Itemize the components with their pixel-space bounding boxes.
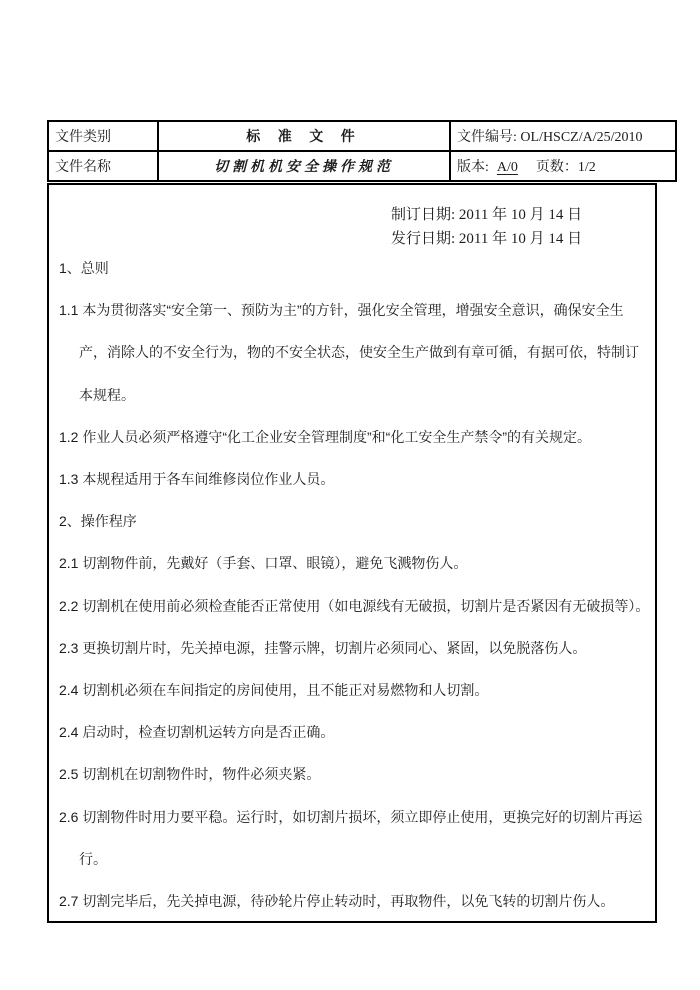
name-label: 文件名称 bbox=[48, 151, 158, 181]
document-body-box bbox=[47, 183, 657, 923]
document-title: 切割机机安全操作规范 bbox=[158, 151, 450, 181]
body-line: 1.2 作业人员必须严格遵守“化工企业安全管理制度”和“化工安全生产禁令”的有关规定。 bbox=[59, 428, 591, 445]
date-issued: 发行日期: 2011 年 10 月 14 日 bbox=[391, 231, 583, 247]
header-row-name bbox=[48, 151, 676, 181]
date-block bbox=[391, 203, 582, 251]
body-line: 1.3 本规程适用于各车间维修岗位作业人员。 bbox=[59, 471, 335, 488]
body-line: 2.1 切割物件前，先戴好（手套、口罩、眼镜），避免飞溅物伤人。 bbox=[59, 555, 468, 572]
body-line: 2.3 更换切割片时，先关掉电源，挂警示牌，切割片必须同心、紧固，以免脱落伤人。 bbox=[59, 639, 587, 656]
doc-number: 文件编号: OL/HSCZ/A/25/2010 bbox=[450, 121, 676, 151]
body-line: 本规程。 bbox=[79, 386, 135, 403]
body-line: 行。 bbox=[79, 850, 107, 867]
body-content bbox=[49, 247, 655, 922]
body-line: 2.2 切割机在使用前必须检查能否正常使用（如电源线有无破损，切割片是否紧因有无破损等）。 bbox=[59, 597, 650, 614]
body-line: 产，消除人的不安全行为，物的不安全状态，使安全生产做到有章可循，有据可依，特制订 bbox=[79, 344, 639, 361]
body-line: 2.5 切割机在切割物件时，物件必须夹紧。 bbox=[59, 766, 321, 783]
body-line: 2.4 启动时，检查切割机运转方向是否正确。 bbox=[59, 724, 335, 741]
body-line: 1、总则 bbox=[59, 260, 109, 277]
body-line: 2.4 切割机必须在车间指定的房间使用，且不能正对易燃物和人切割。 bbox=[59, 681, 489, 698]
body-line: 2.7 切割完毕后，先关掉电源，待砂轮片停止转动时，再取物件，以免飞转的切割片伤人。 bbox=[59, 892, 615, 909]
category-value: 标 准 文 件 bbox=[158, 121, 450, 151]
document-header-table bbox=[47, 120, 677, 182]
body-line: 2.6 切割物件时用力要平稳。运行时，如切割片损坏，须立即停止使用，更换完好的切割片再运 bbox=[59, 808, 643, 825]
pages-label: 页数：1/2 bbox=[535, 160, 596, 175]
body-line: 2、操作程序 bbox=[59, 513, 137, 530]
body-line: 1.1 本为贯彻落实“安全第一、预防为主”的方针，强化安全管理，增强安全意识，确保安全生 bbox=[59, 302, 624, 319]
category-label: 文件类别 bbox=[48, 121, 158, 151]
date-made: 制订日期: 2011 年 10 月 14 日 bbox=[391, 207, 583, 223]
version-label: 版本: bbox=[457, 160, 489, 175]
version-value: A/0 bbox=[496, 160, 518, 175]
header-row-category bbox=[48, 121, 676, 151]
version-pages-cell bbox=[450, 151, 676, 181]
